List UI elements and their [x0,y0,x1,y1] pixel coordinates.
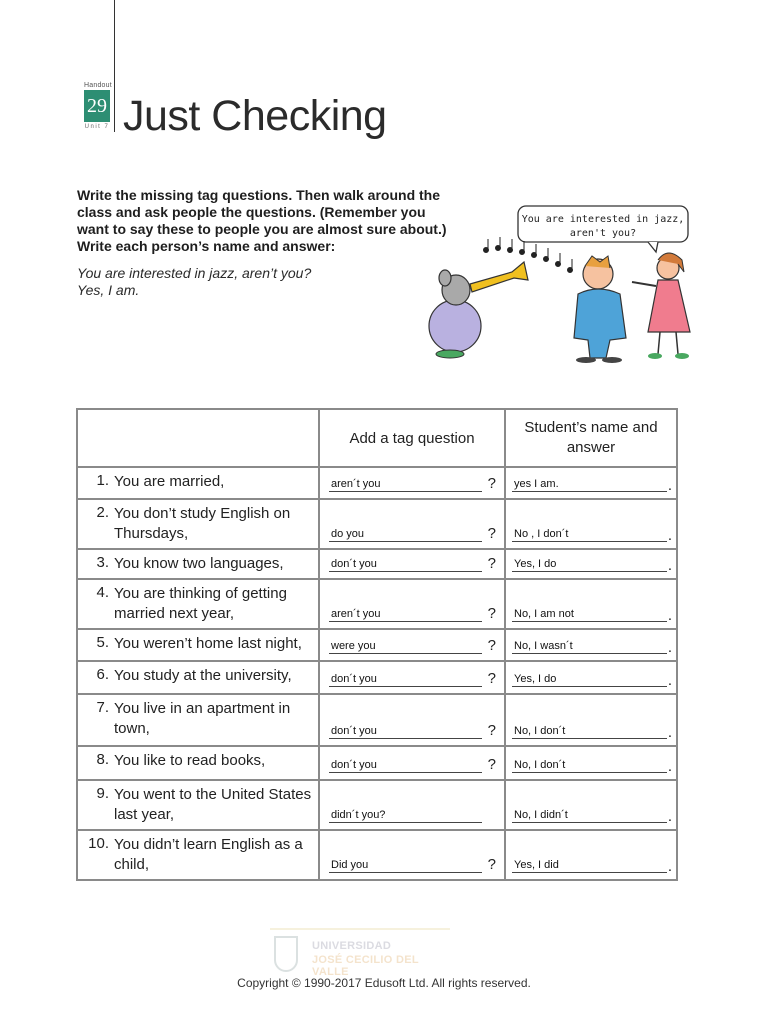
question-text: You know two languages, [114,555,284,572]
tag-answer-field[interactable]: didn´t you? [329,808,482,823]
tag-cell [319,780,505,830]
tag-question-mark: ? [487,555,496,572]
unit-label: Unit 7 [84,124,110,130]
speech-line-2: aren't you? [569,228,637,239]
answer-cell [505,830,677,880]
tag-question-table [76,408,678,881]
tag-cell [319,746,505,780]
student-answer-field[interactable]: Yes, I do [512,672,667,687]
tag-cell [319,467,505,499]
answer-cell [505,629,677,661]
trumpet-player-icon [429,262,528,358]
question-number: 6. [96,666,109,683]
table-row [77,830,677,880]
tag-cell [319,579,505,629]
question-text: You live in an apartment in town, [114,700,291,737]
table-row [77,780,677,830]
tag-cell [319,499,505,549]
tag-cell [319,549,505,579]
question-number: 5. [96,634,109,651]
answer-period: . [667,808,672,825]
question-text: You went to the United States last year, [114,786,312,823]
table-header-answer: Student’s name and answer [505,409,677,467]
tag-answer-field[interactable]: don´t you [329,672,482,687]
student-answer-field[interactable]: No, I am not [512,607,667,622]
table-header-row [77,409,677,467]
question-cell [77,780,319,830]
student-answer-field[interactable]: No, I wasn´t [512,639,667,654]
answer-period: . [667,557,672,574]
question-cell [77,467,319,499]
answer-period: . [667,858,672,875]
tag-question-mark: ? [487,475,496,492]
handout-badge [84,82,110,130]
answer-period: . [667,639,672,656]
speech-line-1: You are interested in jazz, [521,214,685,225]
table-row [77,467,677,499]
table-row [77,499,677,549]
answer-period: . [667,758,672,775]
answer-cell [505,661,677,694]
tag-cell [319,830,505,880]
tag-cell [319,661,505,694]
question-text: You didn’t learn English as a child, [114,836,303,873]
watermark-rule [270,928,450,930]
watermark-line-2: JOSÉ CECILIO DEL VALLE [312,954,419,978]
page-title: Just Checking [123,92,387,140]
question-cell [77,499,319,549]
answer-cell [505,499,677,549]
student-answer-field[interactable]: Yes, I do [512,557,667,572]
copyright-notice: Copyright © 1990-2017 Edusoft Ltd. All rights reserved. [237,976,531,990]
tag-answer-field[interactable]: do you [329,527,482,542]
speech-bubble [518,206,688,252]
question-cell [77,694,319,746]
watermark-line-1: UNIVERSIDAD [312,940,392,952]
student-answer-field[interactable]: No, I don´t [512,724,667,739]
tag-answer-field[interactable]: don´t you [329,724,482,739]
answer-cell [505,694,677,746]
answer-period: . [667,724,672,741]
tag-question-mark: ? [487,856,496,873]
answer-period: . [667,607,672,624]
student-answer-field[interactable]: Yes, I did [512,858,667,873]
question-cell [77,549,319,579]
table-row [77,746,677,780]
tag-question-mark: ? [487,670,496,687]
tag-answer-field[interactable]: Did you [329,858,482,873]
tag-question-mark: ? [487,756,496,773]
tag-answer-field[interactable]: don´t you [329,557,482,572]
table-row [77,694,677,746]
question-number: 8. [96,751,109,768]
answer-cell [505,467,677,499]
question-number: 7. [96,699,109,716]
tag-cell [319,629,505,661]
answer-cell [505,579,677,629]
question-cell [77,830,319,880]
question-text: You are thinking of getting married next year, [114,585,287,622]
question-number: 4. [96,584,109,601]
tag-question-mark: ? [487,605,496,622]
answer-period: . [667,477,672,494]
table-header-blank [77,409,319,467]
student-answer-field[interactable]: No , I don´t [512,527,667,542]
question-number: 1. [96,472,109,489]
student-answer-field[interactable]: yes I am. [512,477,667,492]
shield-icon [274,936,298,972]
question-text: You don’t study English on Thursdays, [114,505,291,542]
answer-period: . [667,527,672,544]
question-number: 9. [96,785,109,802]
table-row [77,629,677,661]
handout-number: 29 [84,90,110,122]
question-number: 10. [88,835,109,852]
tag-answer-field[interactable]: don´t you [329,758,482,773]
tag-answer-field[interactable]: aren´t you [329,477,482,492]
question-cell [77,579,319,629]
header-vertical-rule [114,0,115,132]
question-number: 2. [96,504,109,521]
question-text: You study at the university, [114,667,292,684]
answer-cell [505,746,677,780]
handout-label: Handout [84,82,112,89]
instructions-text: Write the missing tag questions. Then walk around the class and ask people the questions. (Remember you want to say these to people you are almost sure about.) Write each person’s name and answer: [77,187,447,254]
cartoon-illustration [420,198,710,368]
example-answer: Yes, I am. [77,282,140,298]
table-row [77,579,677,629]
tag-answer-field[interactable]: aren´t you [329,607,482,622]
man-listening-icon [574,256,626,363]
tag-question-mark: ? [487,637,496,654]
example-question: You are interested in jazz, aren’t you? [77,265,312,281]
table-header-tag: Add a tag question [319,409,505,467]
question-text: You weren’t home last night, [114,635,302,652]
question-cell [77,629,319,661]
answer-period: . [667,672,672,689]
example-block [77,265,311,299]
answer-cell [505,780,677,830]
woman-pointing-icon [632,253,690,359]
table-row [77,549,677,579]
tag-cell [319,694,505,746]
question-cell [77,746,319,780]
question-number: 3. [96,554,109,571]
answer-cell [505,549,677,579]
tag-answer-field[interactable]: were you [329,639,482,654]
student-answer-field[interactable]: No, I didn´t [512,808,667,823]
tag-question-mark: ? [487,525,496,542]
question-cell [77,661,319,694]
university-watermark-logo [270,928,450,978]
question-text: You are married, [114,473,225,490]
table-row [77,661,677,694]
student-answer-field[interactable]: No, I don´t [512,758,667,773]
question-text: You like to read books, [114,752,266,769]
tag-question-mark: ? [487,722,496,739]
